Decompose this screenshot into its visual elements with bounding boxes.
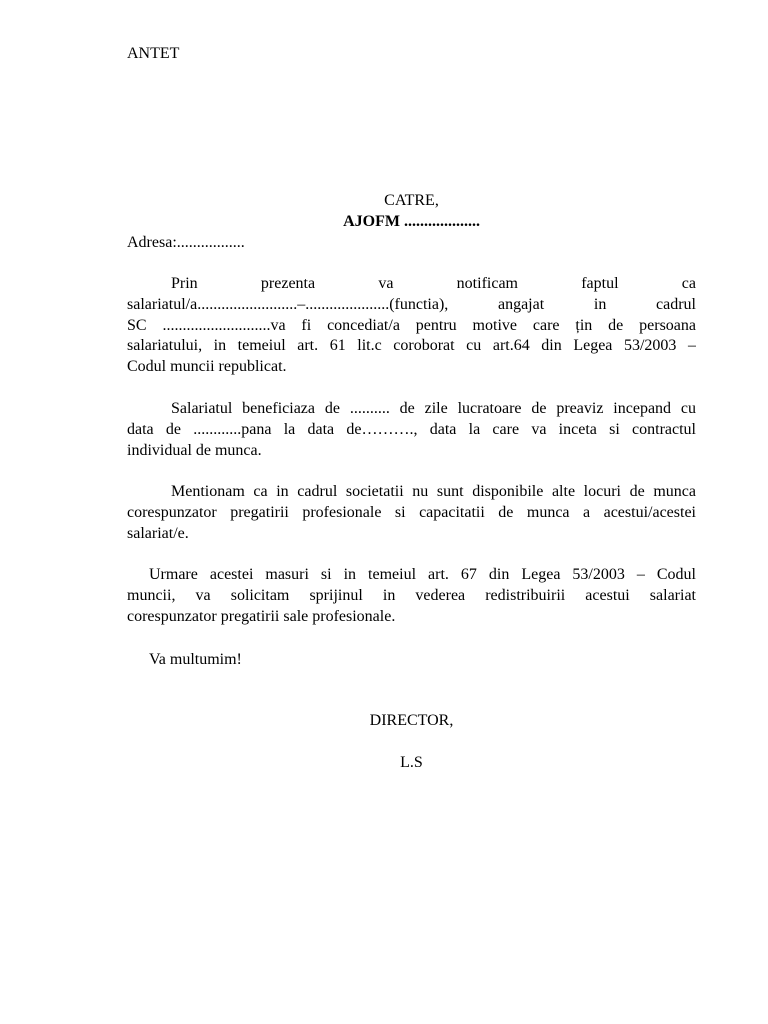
paragraph-line: SC ...........................va fi concediat/a pentru motive care țin de persoana bbox=[127, 316, 696, 334]
paragraph-line: Salariatul beneficiaza de .......... de zile lucratoare de preaviz incepand cu bbox=[171, 400, 696, 417]
closing-thanks: Va multumim! bbox=[149, 651, 242, 668]
recipient-address: Adresa:................. bbox=[127, 234, 245, 251]
paragraph-line: individual de munca. bbox=[127, 441, 262, 459]
paragraph-line: corespunzator pregatirii profesionale si capacitatii de munca a acestui/acestei bbox=[127, 503, 696, 521]
recipient-ajofm: AJOFM ................... bbox=[343, 213, 480, 230]
recipient-catre: CATRE, bbox=[384, 192, 439, 209]
paragraph-line: salariatului, in temeiul art. 61 lit.c coroborat cu art.64 din Legea 53/2003 – bbox=[127, 337, 696, 355]
paragraph-notification bbox=[127, 274, 696, 378]
paragraph-line: salariatul/a.........................–.....................(functia), angajat in cadrul bbox=[127, 295, 696, 313]
paragraph-line: corespunzator pregatirii sale profesionale. bbox=[127, 607, 396, 625]
paragraph-line: salariat/e. bbox=[127, 524, 189, 542]
paragraph-line: Mentionam ca in cadrul societatii nu sunt disponibile alte locuri de munca bbox=[171, 483, 696, 500]
signature-director: DIRECTOR, bbox=[369, 712, 454, 729]
signature-ls: L.S bbox=[400, 754, 423, 771]
paragraph-line: Codul muncii republicat. bbox=[127, 358, 287, 376]
paragraph-notice-period bbox=[127, 399, 696, 461]
paragraph-line: muncii, va solicitam sprijinul in vederea redistribuirii acestui salariat bbox=[127, 586, 696, 604]
paragraph-no-positions bbox=[127, 482, 696, 544]
paragraph-line: data de ............pana la data de………., data la care va inceta si contractul bbox=[127, 420, 696, 438]
paragraph-line: Prin prezenta va notificam faptul ca bbox=[171, 275, 696, 292]
paragraph-line: Urmare acestei masuri si in temeiul art. 67 din Legea 53/2003 – Codul bbox=[149, 566, 696, 583]
paragraph-redistribution bbox=[127, 565, 696, 627]
header-antet: ANTET bbox=[127, 45, 180, 62]
